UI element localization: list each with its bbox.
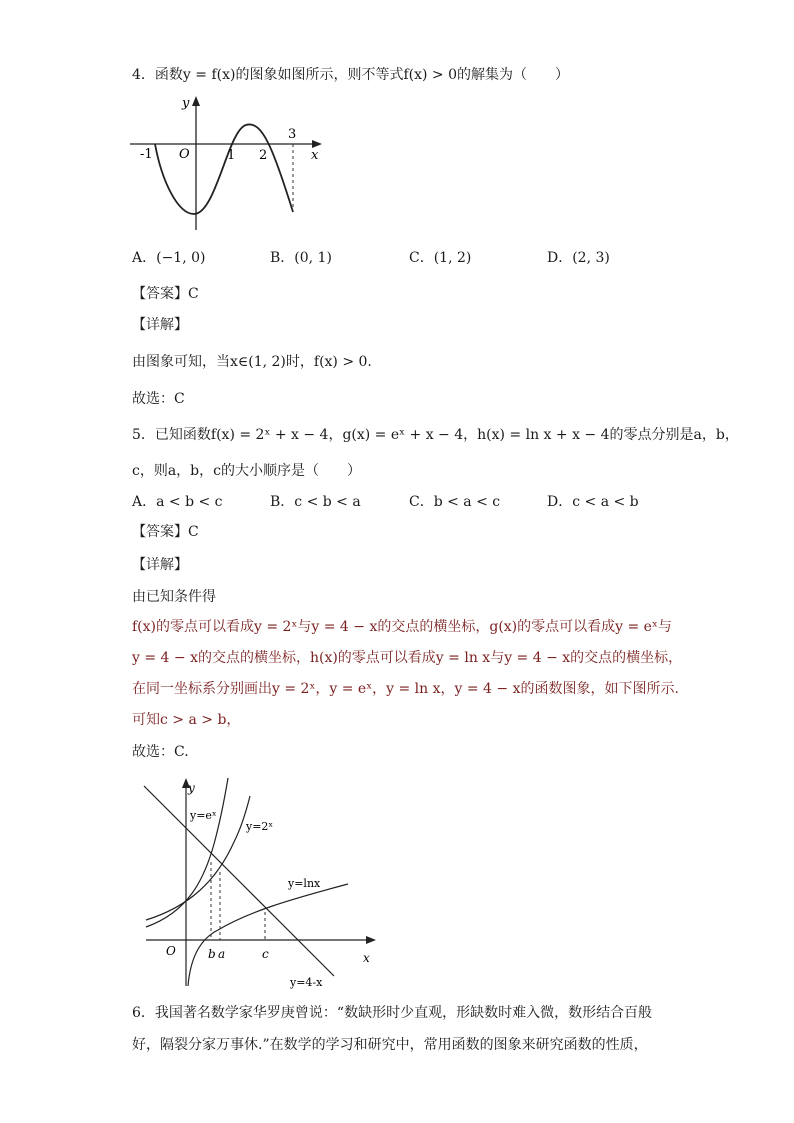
q4-option-a: A．(−1, 0) xyxy=(132,250,206,266)
q5-option-b: B．c < b < a xyxy=(270,494,361,510)
q5-y-label: y xyxy=(188,781,195,795)
q4-tick-1: 1 xyxy=(227,148,236,163)
q5-x-label: x xyxy=(363,951,370,965)
q4-detail: 由图象可知，当x∈(1, 2)时，f(x) > 0. xyxy=(132,354,372,370)
q5-detail-3: y = 4 − x的交点的横坐标，h(x)的零点可以看成y = ln x与y = 4 − x的交点的横坐标， xyxy=(132,650,683,666)
q5-stem-2: c，则a，b，c的大小顺序是（ ） xyxy=(132,463,361,479)
q4-conclusion: 故选：C xyxy=(132,391,185,407)
q4-tick-m1: -1 xyxy=(140,147,153,162)
q5-label-line: y=4-x xyxy=(290,976,323,989)
q5-detail-2: f(x)的零点可以看成y = 2ˣ与y = 4 − x的交点的横坐标，g(x)的零点可以看成y = eˣ与 xyxy=(132,619,672,635)
q5-answer: 【答案】C xyxy=(132,524,199,540)
q4-option-d: D．(2, 3) xyxy=(547,250,610,266)
q5-label-ln: y=lnx xyxy=(288,877,321,890)
q6-line-1: 6．我国著名数学家华罗庚曾说：“数缺形时少直观，形缺数时难入微，数形结合百般 xyxy=(132,1005,653,1021)
q5-option-a: A．a < b < c xyxy=(132,494,223,510)
q4-answer: 【答案】C xyxy=(132,286,199,302)
q5-point-b: b xyxy=(208,947,216,961)
q4-graph xyxy=(128,92,328,232)
q4-x-label: x xyxy=(311,148,319,163)
q4-tick-3: 3 xyxy=(288,127,297,142)
q5-label-2x: y=2ˣ xyxy=(246,820,274,833)
q6-line-2: 好，隔裂分家万事休.”在数学的学习和研究中，常用函数的图象来研究函数的性质， xyxy=(132,1037,648,1053)
q5-point-a: a xyxy=(218,947,226,961)
q5-detail-5: 可知c > a > b， xyxy=(132,712,241,728)
q4-y-arrow xyxy=(192,96,200,106)
q4-origin: O xyxy=(179,147,190,162)
q4-y-label: y xyxy=(182,96,190,111)
q5-detail-1: 由已知条件得 xyxy=(132,589,216,605)
q5-conclusion: 故选：C. xyxy=(132,744,189,760)
q5-label-ex: y=eˣ xyxy=(190,809,217,822)
q4-curve xyxy=(155,124,293,214)
q4-option-b: B．(0, 1) xyxy=(270,250,332,266)
q5-curve-lnx xyxy=(188,884,348,986)
q5-option-c: C．b < a < c xyxy=(409,494,501,510)
q5-x-arrow xyxy=(366,936,376,944)
q4-stem: 4．函数y = f(x)的图象如图所示，则不等式f(x) > 0的解集为（ ） xyxy=(132,67,569,83)
q5-detail-label: 【详解】 xyxy=(132,557,188,573)
q4-tick-2: 2 xyxy=(259,148,268,163)
q4-detail-label: 【详解】 xyxy=(132,317,188,333)
q5-origin: O xyxy=(166,944,176,958)
q5-detail-4: 在同一坐标系分别画出y = 2ˣ，y = eˣ，y = ln x，y = 4 − x的函数图象，如下图所示. xyxy=(132,681,679,697)
q4-x-arrow xyxy=(312,140,322,148)
q5-point-c: c xyxy=(262,947,269,961)
q5-stem-1: 5．已知函数f(x) = 2ˣ + x − 4，g(x) = eˣ + x − 4，h(x) = ln x + x − 4的零点分别是a，b， xyxy=(132,427,739,443)
q4-option-c: C．(1, 2) xyxy=(409,250,472,266)
q5-option-d: D．c < a < b xyxy=(547,494,639,510)
q5-graph xyxy=(138,772,388,992)
